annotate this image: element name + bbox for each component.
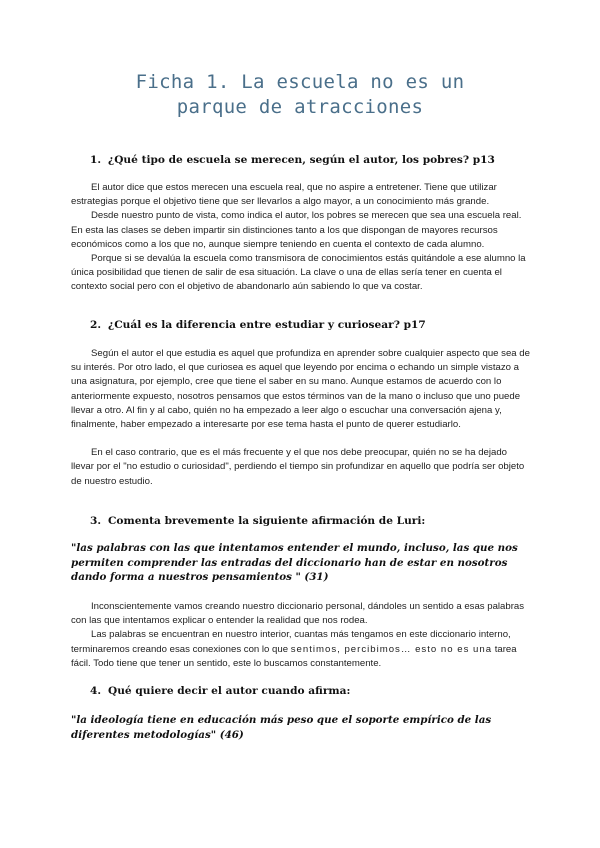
question-4-text: Qué quiere decir el autor cuando afirma: <box>108 685 351 697</box>
question-1-heading <box>90 153 560 167</box>
answer-1-paragraph-3: Porque si se devalúa la escuela como transmisora de conocimientos estás quitándole a ese alumno la única posibilidad que tienen de salir de esa situación. La clave o una de ellas sería tener en cuenta el contexto social pero con el objetivo de abandonarlo aún sabiendo lo que va costar. <box>71 253 526 293</box>
answer-1 <box>71 181 531 295</box>
question-4-number: 4. <box>90 685 102 697</box>
answer-3 <box>71 600 531 671</box>
quote-3: "las palabras con las que intentamos entender el mundo, incluso, las que nos permiten comprender las entradas del diccionario han de estar en nosotros dando forma a nuestros pensamientos " (31) <box>71 542 518 583</box>
answer-2-paragraph-1: Según el autor el que estudia es aquel que profundiza en aprender sobre cualquier aspecto que sea de su interés. Por otro lado, el que curiosea es aquel que leyendo por encima o echando un simple vistazo a una asignatura, por ejemplo, cree que tiene el saber en su mano. Aunque estamos de acuerdo con lo anteriormente expuesto, nosotros pensamos que estos términos van de la mano o incluso que uno puede llevar a otro. Al fin y al cabo, quién no ha empezado a leer algo o escuchar una conversación ajena y, finalmente, haber empezado a interesarte por ese tema hasta el punto de querer estudiarlo. <box>71 348 530 431</box>
quote-4: "la ideología tiene en educación más peso que el soporte empírico de las diferentes metodologías" (46) <box>71 714 492 741</box>
answer-3-paragraph-2-text: Las palabras se encuentran en nuestro interior, cuantas más tengamos en este diccionario interno, terminaremos creando esas conexiones con lo que <box>71 629 511 655</box>
title-line-1: Ficha 1. La escuela no es un <box>135 71 465 93</box>
question-1-number: 1. <box>90 154 102 166</box>
question-2-heading <box>90 318 560 332</box>
answer-2 <box>71 347 531 489</box>
answer-2-paragraph-2: En el caso contrario, que es el más frecuente y el que nos debe preocupar, quién no se ha dejado llevar por el "no estudio o curiosidad", perdiendo el tiempo sin profundizar en aquello que podría ser objeto de nuestro estudio. <box>71 447 525 487</box>
question-1-text: ¿Qué tipo de escuela se merecen, según el autor, los pobres? p13 <box>108 154 495 166</box>
question-3-heading <box>90 514 560 528</box>
answer-1-paragraph-2: Desde nuestro punto de vista, como indica el autor, los pobres se merecen que sea una escuela real. En esta las clases se deben impartir sin distinciones tanto a los que dispongan de mayores recursos económicos como a los que no, aunque siempre teniendo en cuenta el contexto de cada alumno. <box>71 210 522 250</box>
question-2-number: 2. <box>90 319 102 331</box>
answer-3-paragraph-1: Inconscientemente vamos creando nuestro diccionario personal, dándoles un sentido a esas palabras con las que intentamos explicar o entender la realidad que nos rodea. <box>71 601 525 627</box>
question-3-number: 3. <box>90 515 102 527</box>
question-4-heading <box>90 684 560 698</box>
answer-3-tail-text: tarea fácil. Todo tiene que tener un sentido, este lo buscamos constantemente. <box>71 643 517 669</box>
document-title <box>0 70 600 120</box>
question-2-text: ¿Cuál es la diferencia entre estudiar y curiosear? p17 <box>108 319 426 331</box>
question-3-text: Comenta brevemente la siguiente afirmación de Luri: <box>108 515 426 527</box>
title-line-2: parque de atracciones <box>176 96 424 118</box>
answer-1-paragraph-1: El autor dice que estos merecen una escuela real, que no aspire a entretener. Tiene que utilizar estrategias porque el objetivo tiene que ser llevarlos a algo mayor, a un conocimiento más grande. <box>71 182 497 208</box>
answer-3-spaced-text: sentimos, percibimos… esto no es una <box>290 643 493 655</box>
answer-3-paragraph-2 <box>71 628 531 671</box>
